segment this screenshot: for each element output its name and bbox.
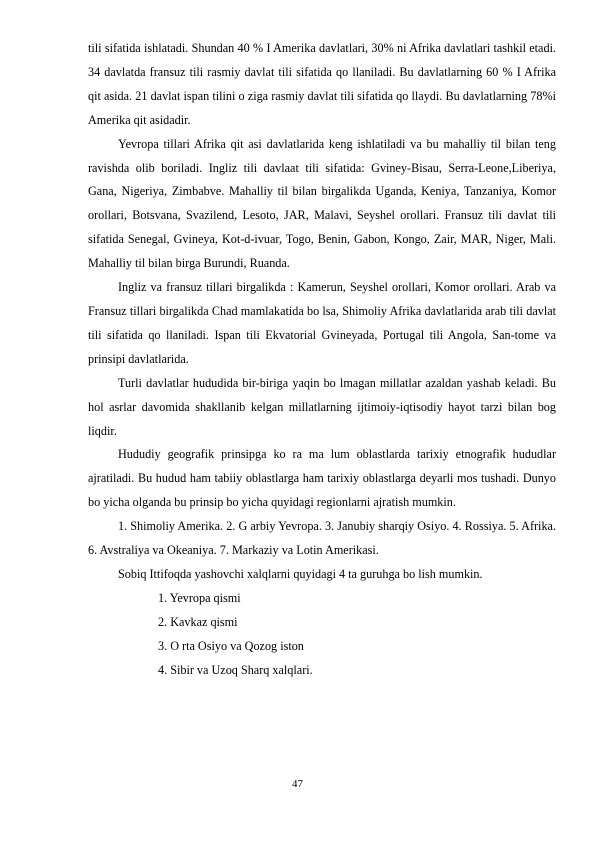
paragraph-geographic-principle: Hududiy geografik prinsipga ko ra ma lum oblastlarda tarixiy etnografik hududlar ajratiladi. Bu hudud ham tabiiy oblastlarga ham tarixiy oblastlarga deyarli mos tushadi. Dunyo bo yicha olganda bu prinsip bo yicha quyidagi regionlarni ajratish mumkin.	[88, 447, 556, 510]
groups-list	[88, 587, 556, 683]
list-item: 2. Kavkaz qismi	[158, 614, 238, 629]
paragraph-region-list: 1. Shimoliy Amerika. 2. G arbiy Yevropa. 3. Janubiy sharqiy Osiyo. 4. Rossiya. 5. Afrika. 6. Avstraliya va Okeaniya. 7. Markaziy va Lotin Amerikasi.	[88, 519, 556, 558]
page-number: 47	[292, 778, 303, 790]
list-item: 1. Yevropa qismi	[158, 590, 241, 605]
paragraph-different-nations: Turli davlatlar hududida bir-biriga yaqin bo lmagan millatlar azaldan yashab keladi. Bu hol asrlar davomida shakllanib kelgan millatlarning ijtimoiy-iqtisodiy hayot tarzi bilan bog liqdir.	[88, 375, 556, 438]
paragraph-european-languages-africa: Yevropa tillari Afrika qit asi davlatlarida keng ishlatiladi va bu mahalliy til bilan teng ravishda olib boriladi. Ingliz tili davlaat tili sifatida: Gviney-Bisau, Serra-Leone,Liberiya, Gana, Nigeriya, Zimbabve. Mahalliy til bilan birgalikda Uganda, Keniya, Tanzaniya, Komor orollari, Botsvana, Svazilend, Lesoto, JAR, Malavi, Seyshel orollari. Fransuz tili davlat tili sifatida Senegal, Gvineya, Kot-d-ivuar, Togo, Benin, Gabon, Kongo, Zair, MAR, Niger, Mali. Mahalliy til bilan birga Burundi, Ruanda.	[88, 136, 556, 271]
page-content	[88, 37, 556, 682]
list-item: 4. Sibir va Uzoq Sharq xalqlari.	[158, 662, 313, 677]
paragraph-languages-stats: tili sifatida ishlatadi. Shundan 40 % I Amerika davlatlari, 30% ni Afrika davlatlari tashkil etadi. 34 davlatda fransuz tili rasmiy davlat tili sifatida qo llaniladi. Bu davlatlarning 60 % I Afrika qit asida. 21 davlat ispan tilini o ziga rasmiy davlat tili sifatida qo llaydi. Bu davlatlarning 78%i Amerika qit asidadir.	[88, 41, 556, 127]
list-item: 3. O rta Osiyo va Qozog iston	[158, 638, 304, 653]
paragraph-former-union-groups: Sobiq Ittifoqda yashovchi xalqlarni quyidagi 4 ta guruhga bo lish mumkin.	[118, 566, 483, 581]
paragraph-english-french-together: Ingliz va fransuz tillari birgalikda : Kamerun, Seyshel orollari, Komor orollari. Arab va Fransuz tillari birgalikda Chad mamlakatida bo lsa, Shimoliy Afrika davlatlarida arab tili davlat tili sifatida qo llaniladi. Ispan tili Ekvatorial Gvineyada, Portugal tili Angola, San-tome va prinsipi davlatlarida.	[88, 280, 556, 366]
